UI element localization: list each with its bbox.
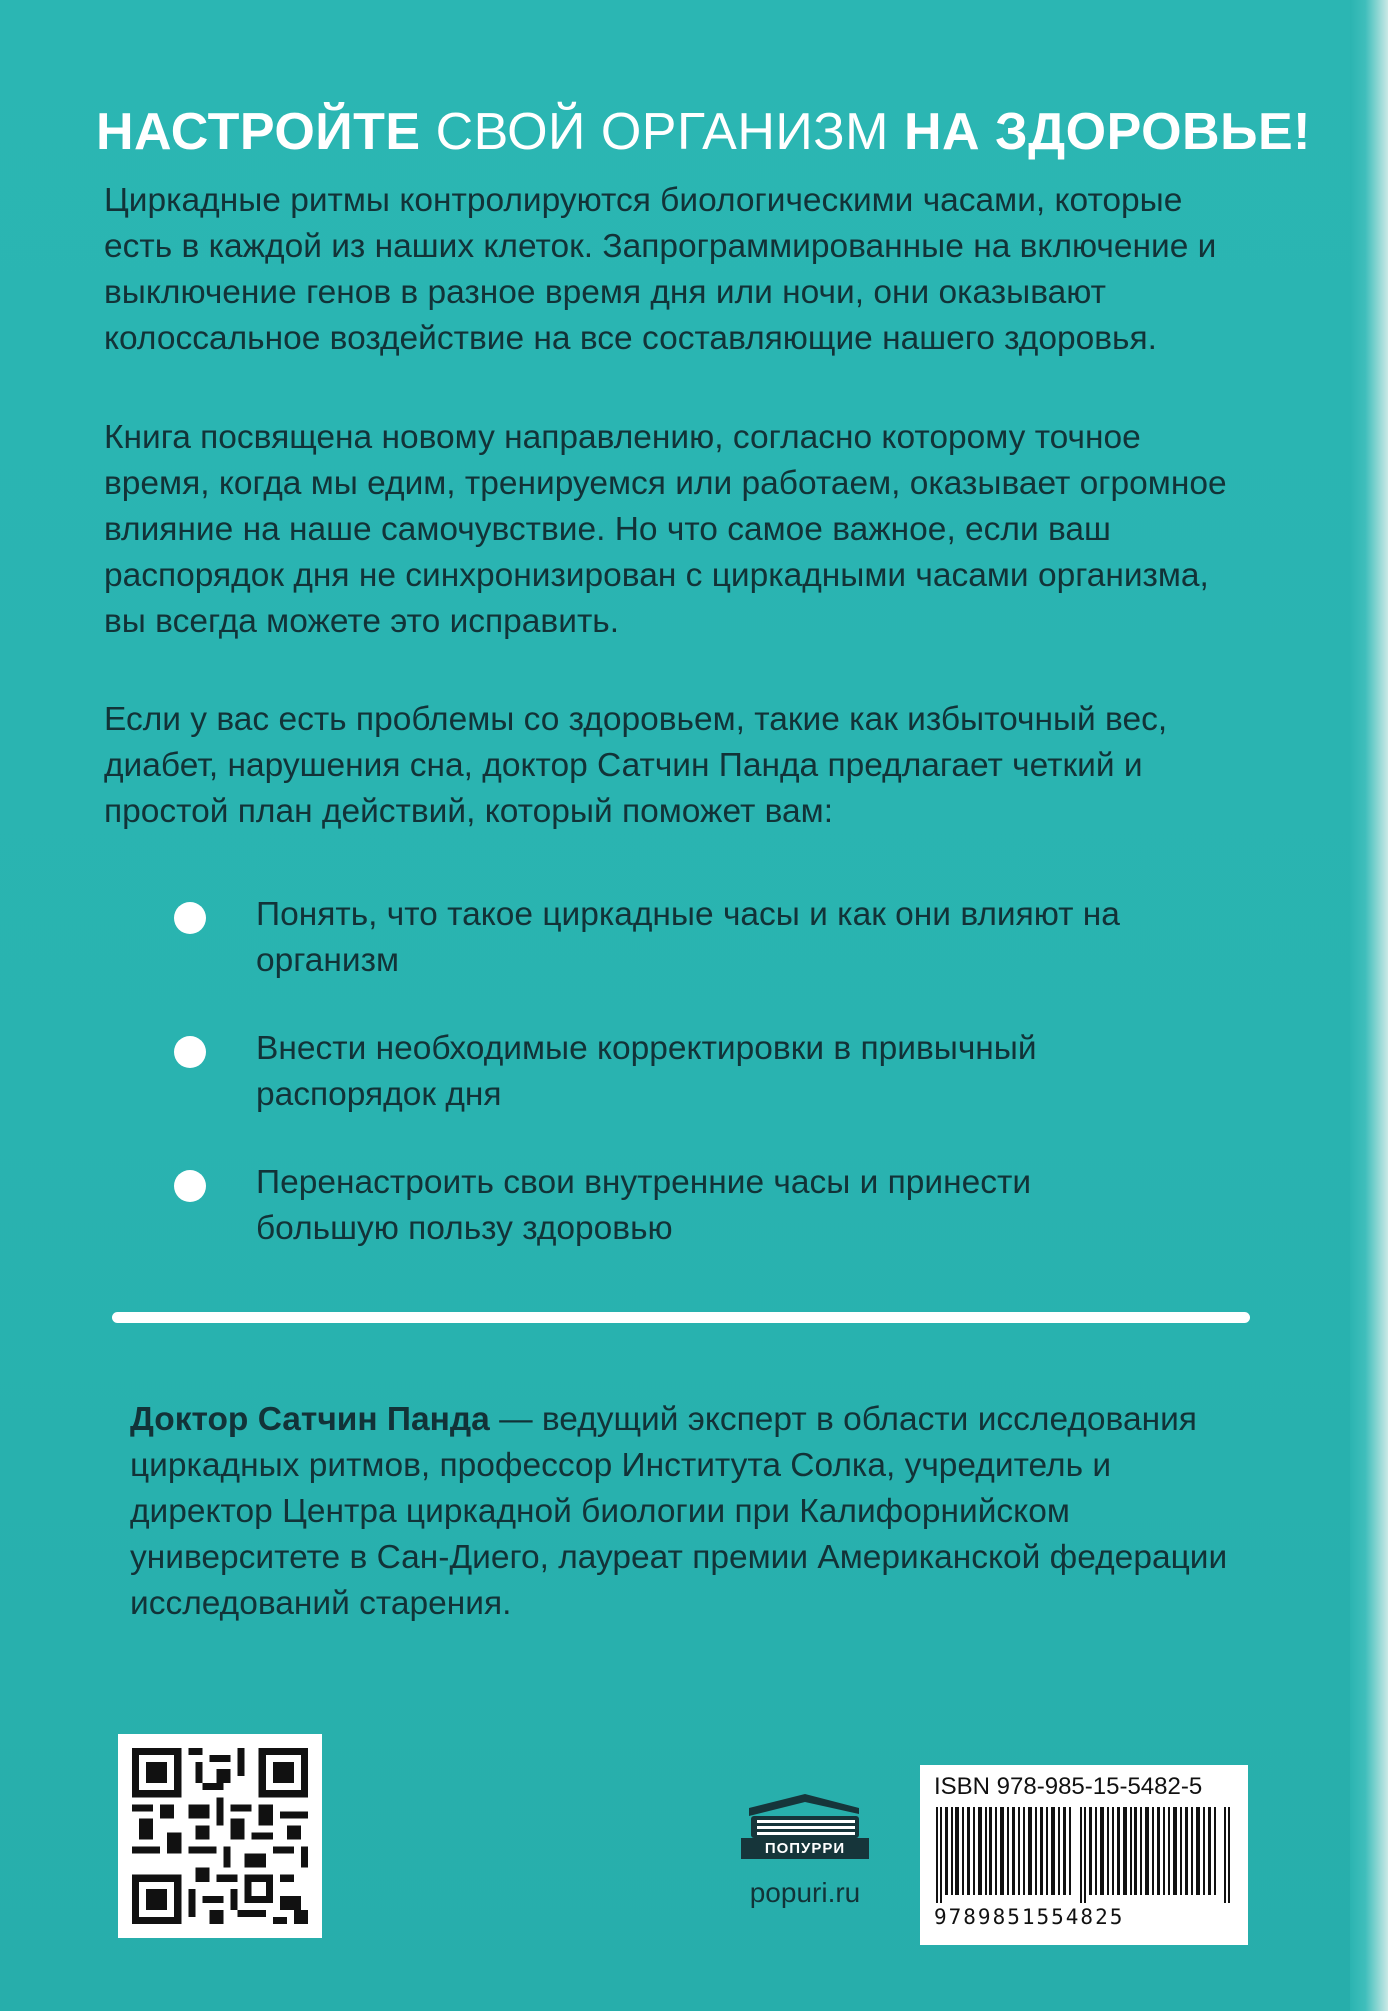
bullet-dot-icon	[174, 902, 206, 934]
paragraph-intro: Циркадные ритмы контролируются биологическими часами, которые есть в каждой из наших клеток. Запрограммированные на включение и выключение генов в разное время дня или ночи, они оказывают колоссальное воздействие на все составляющие нашего здоровья.	[104, 182, 1217, 357]
bullet-dot-icon	[174, 1036, 206, 1068]
ean-number: 9789851554825	[934, 1905, 1125, 1929]
qr-code[interactable]	[118, 1734, 322, 1938]
barcode-icon	[934, 1807, 1234, 1903]
qr-code-icon	[132, 1748, 308, 1924]
publisher-logo	[730, 1790, 880, 1909]
list-item-text: Перенастроить свои внутренние часы и принести большую пользу здоровью	[256, 1164, 1032, 1247]
list-item	[170, 892, 1170, 984]
benefit-list	[170, 892, 1170, 1294]
author-name: Доктор Сатчин Панда	[130, 1401, 490, 1438]
paragraph-plan: Если у вас есть проблемы со здоровьем, такие как избыточный вес, диабет, нарушения сна, доктор Сатчин Панда предлагает четкий и простой план действий, который поможет вам:	[104, 701, 1168, 830]
headline-part-2: СВОЙ ОРГАНИЗМ	[435, 103, 889, 161]
list-item	[170, 1160, 1170, 1252]
author-bio	[130, 1397, 1250, 1627]
publisher-url[interactable]: popuri.ru	[749, 1877, 861, 1908]
headline-part-1: НАСТРОЙТЕ	[96, 103, 421, 161]
book-stack-icon	[743, 1790, 867, 1842]
list-item-text: Внести необходимые корректировки в привычный распорядок дня	[256, 1030, 1037, 1113]
paragraph-book-topic: Книга посвящена новому направлению, согласно которому точное время, когда мы едим, тренируемся или работаем, оказывает огромное влияние на наше самочувствие. Но что самое важное, если ваш распорядок дня не синхронизирован с циркадными часами организма, вы всегда можете это исправить.	[104, 419, 1227, 640]
headline-part-3: НА ЗДОРОВЬЕ!	[903, 103, 1311, 161]
list-item-text: Понять, что такое циркадные часы и как они влияют на организм	[256, 896, 1120, 979]
bullet-dot-icon	[174, 1170, 206, 1202]
divider	[112, 1312, 1250, 1323]
cover-edge	[1350, 0, 1388, 2011]
headline	[96, 100, 1311, 164]
publisher-name: ПОПУРРИ	[741, 1838, 869, 1859]
author-bio-text: — ведущий эксперт в области исследования циркадных ритмов, профессор Института Солка, учредитель и директор Центра циркадной биологии при Калифорнийском университете в Сан-Диего, лауреат премии Американской федерации исследований старения.	[130, 1401, 1228, 1622]
isbn-barcode-block	[920, 1765, 1248, 1945]
list-item	[170, 1026, 1170, 1118]
isbn-label: ISBN 978-985-15-5482-5	[934, 1773, 1203, 1800]
